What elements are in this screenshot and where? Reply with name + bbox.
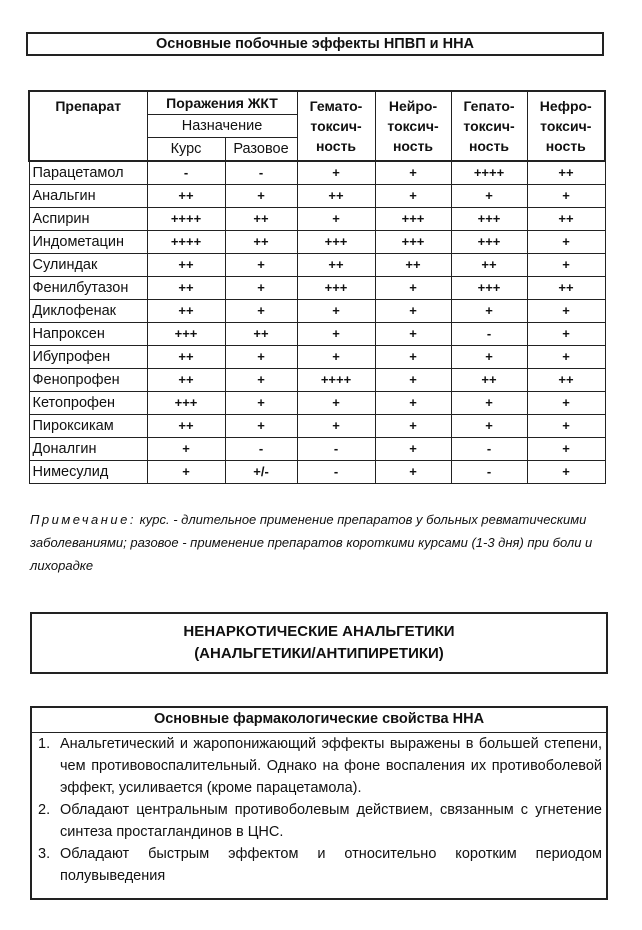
cell-hemato: + (297, 346, 375, 369)
cell-single: + (225, 346, 297, 369)
table-title: Основные побочные эффекты НПВП и ННА (26, 32, 604, 56)
header-purpose: Назначение (147, 115, 297, 138)
cell-single: - (225, 161, 297, 185)
cell-nephro: ++ (527, 277, 605, 300)
cell-hemato: - (297, 461, 375, 484)
list-item: 3. Обладают быстрым эффектом и относительно коротким периодом полувыведения (38, 846, 602, 884)
cell-single: + (225, 254, 297, 277)
cell-single: + (225, 392, 297, 415)
cell-neuro: ++ (375, 254, 451, 277)
cell-neuro: + (375, 346, 451, 369)
cell-nephro: + (527, 438, 605, 461)
cell-drug: Индометацин (29, 231, 147, 254)
header-hepato: Гепато- токсич- ность (451, 91, 527, 161)
cell-hemato: ++++ (297, 369, 375, 392)
cell-drug: Сулиндак (29, 254, 147, 277)
table-row (29, 161, 605, 185)
cell-single: + (225, 415, 297, 438)
cell-hepato: + (451, 185, 527, 208)
cell-single: + (225, 277, 297, 300)
cell-neuro: + (375, 461, 451, 484)
cell-drug: Напроксен (29, 323, 147, 346)
header-course: Курс (147, 138, 225, 162)
table-row (29, 300, 605, 323)
table-row (29, 369, 605, 392)
cell-hemato: ++ (297, 185, 375, 208)
section-heading-line2: (АНАЛЬГЕТИКИ/АНТИПИРЕТИКИ) (194, 645, 444, 662)
cell-course: +++ (147, 392, 225, 415)
cell-hemato: + (297, 323, 375, 346)
properties-box (30, 706, 608, 900)
table-row (29, 185, 605, 208)
cell-single: + (225, 369, 297, 392)
cell-hepato: + (451, 392, 527, 415)
cell-hemato: +++ (297, 277, 375, 300)
cell-neuro: + (375, 323, 451, 346)
cell-course: ++++ (147, 231, 225, 254)
cell-drug: Кетопрофен (29, 392, 147, 415)
cell-neuro: + (375, 300, 451, 323)
cell-nephro: + (527, 231, 605, 254)
table-row (29, 323, 605, 346)
cell-drug: Доналгин (29, 438, 147, 461)
cell-nephro: + (527, 461, 605, 484)
note-text: курс. - длительное применение препаратов у больных ревматическими заболеваниями; разовое - применение препаратов короткими курсами (1-3 дня) при боли и лихорадке (30, 512, 593, 573)
table-row (29, 231, 605, 254)
cell-hemato: + (297, 392, 375, 415)
cell-hepato: +++ (451, 231, 527, 254)
header-nephro: Нефро- токсич- ность (527, 91, 605, 161)
section-heading-line1: НЕНАРКОТИЧЕСКИЕ АНАЛЬГЕТИКИ (183, 623, 455, 640)
table-row (29, 415, 605, 438)
cell-drug: Анальгин (29, 185, 147, 208)
cell-nephro: + (527, 323, 605, 346)
cell-hepato: ++++ (451, 161, 527, 185)
cell-hepato: - (451, 461, 527, 484)
cell-course: ++++ (147, 208, 225, 231)
table-row (29, 208, 605, 231)
table-row (29, 277, 605, 300)
cell-nephro: + (527, 300, 605, 323)
cell-course: - (147, 161, 225, 185)
table-row (29, 392, 605, 415)
cell-course: + (147, 461, 225, 484)
properties-list (32, 733, 606, 887)
cell-neuro: + (375, 277, 451, 300)
cell-neuro: + (375, 161, 451, 185)
side-effects-table (28, 90, 606, 484)
cell-course: ++ (147, 277, 225, 300)
cell-neuro: + (375, 185, 451, 208)
section-heading (30, 612, 608, 674)
cell-drug: Ибупрофен (29, 346, 147, 369)
table-row (29, 346, 605, 369)
cell-drug: Нимесулид (29, 461, 147, 484)
cell-hepato: - (451, 323, 527, 346)
cell-course: ++ (147, 415, 225, 438)
table-row (29, 461, 605, 484)
cell-single: ++ (225, 208, 297, 231)
cell-hemato: + (297, 161, 375, 185)
header-drug: Препарат (29, 91, 147, 161)
cell-neuro: + (375, 392, 451, 415)
cell-hepato: +++ (451, 208, 527, 231)
cell-drug: Парацетамол (29, 161, 147, 185)
cell-nephro: ++ (527, 161, 605, 185)
cell-hepato: +++ (451, 277, 527, 300)
header-hemato: Гемато- токсич- ность (297, 91, 375, 161)
cell-hepato: + (451, 415, 527, 438)
table-row (29, 254, 605, 277)
cell-hemato: ++ (297, 254, 375, 277)
cell-hepato: ++ (451, 254, 527, 277)
note-label: Примечание: (30, 512, 136, 527)
cell-nephro: + (527, 254, 605, 277)
cell-single: +/- (225, 461, 297, 484)
header-single: Разовое (225, 138, 297, 162)
cell-single: + (225, 185, 297, 208)
cell-drug: Аспирин (29, 208, 147, 231)
cell-course: ++ (147, 300, 225, 323)
header-gi: Поражения ЖКТ (147, 91, 297, 115)
cell-course: ++ (147, 254, 225, 277)
list-item: 2. Обладают центральным противоболевым действием, связанным с угнетение синтеза простагландинов в ЦНС. (38, 802, 602, 840)
header-neuro: Нейро- токсич- ность (375, 91, 451, 161)
cell-course: ++ (147, 369, 225, 392)
cell-hepato: + (451, 346, 527, 369)
cell-nephro: ++ (527, 208, 605, 231)
properties-title: Основные фармакологические свойства ННА (32, 708, 606, 733)
cell-drug: Фенопрофен (29, 369, 147, 392)
cell-course: ++ (147, 185, 225, 208)
cell-hemato: + (297, 208, 375, 231)
table-note (30, 508, 606, 577)
cell-hepato: - (451, 438, 527, 461)
cell-neuro: + (375, 369, 451, 392)
cell-nephro: + (527, 346, 605, 369)
list-item: 1. Анальгетический и жаропонижающий эффекты выражены в большей степени, чем противовоспалительный. Однако на фоне воспаления их противоболевой эффект, усиливается (кроме парацетамола). (38, 736, 602, 796)
cell-single: + (225, 300, 297, 323)
cell-nephro: + (527, 185, 605, 208)
cell-single: ++ (225, 323, 297, 346)
cell-single: ++ (225, 231, 297, 254)
cell-course: + (147, 438, 225, 461)
cell-nephro: + (527, 392, 605, 415)
cell-neuro: +++ (375, 208, 451, 231)
cell-course: +++ (147, 323, 225, 346)
cell-neuro: + (375, 415, 451, 438)
cell-hemato: +++ (297, 231, 375, 254)
cell-drug: Пироксикам (29, 415, 147, 438)
cell-course: ++ (147, 346, 225, 369)
cell-hemato: + (297, 415, 375, 438)
cell-nephro: ++ (527, 369, 605, 392)
cell-drug: Фенилбутазон (29, 277, 147, 300)
cell-drug: Диклофенак (29, 300, 147, 323)
cell-hepato: ++ (451, 369, 527, 392)
cell-hepato: + (451, 300, 527, 323)
cell-single: - (225, 438, 297, 461)
cell-neuro: +++ (375, 231, 451, 254)
cell-nephro: + (527, 415, 605, 438)
cell-neuro: + (375, 438, 451, 461)
table-row (29, 438, 605, 461)
cell-hemato: + (297, 300, 375, 323)
cell-hemato: - (297, 438, 375, 461)
